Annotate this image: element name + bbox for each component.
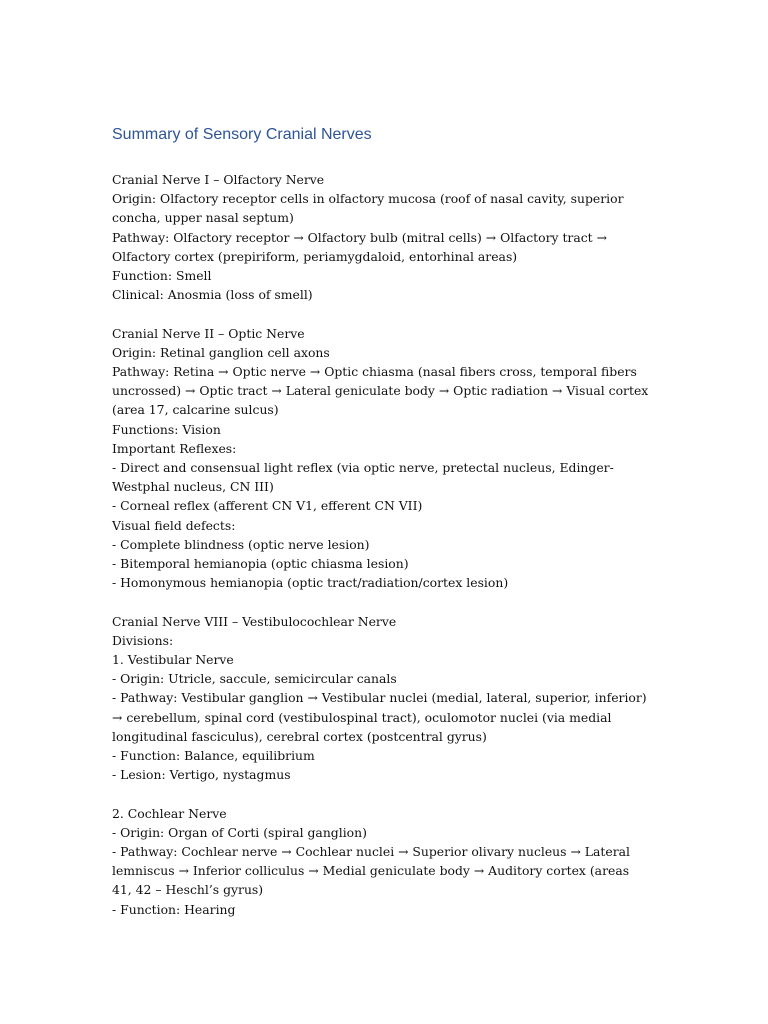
- text-line: - Origin: Organ of Corti (spiral ganglion): [112, 824, 367, 840]
- text-line: - Direct and consensual light reflex (via optic nerve, pretectal nucleus, Edinger-Westphal nucleus, CN III): [112, 460, 614, 495]
- text-line: - Origin: Utricle, saccule, semicircular canals: [112, 671, 397, 687]
- text-line: 1. Vestibular Nerve: [112, 652, 234, 668]
- text-line: - Lesion: Vertigo, nystagmus: [112, 767, 291, 783]
- text-line: - Bitemporal hemianopia (optic chiasma lesion): [112, 556, 409, 572]
- text-line: - Function: Hearing: [112, 901, 236, 917]
- paragraph-gap: [112, 784, 652, 803]
- text-line: - Function: Balance, equilibrium: [112, 748, 315, 764]
- text-line: - Corneal reflex (afferent CN V1, efferent CN VII): [112, 498, 423, 514]
- text-line: Pathway: Retina → Optic nerve → Optic chiasma (nasal fibers cross, temporal fibers uncrossed) → Optic tract → Lateral geniculate body → Optic radiation → Visual cortex (area 17, calcarine sulcus): [112, 364, 649, 418]
- text-line: Origin: Retinal ganglion cell axons: [112, 344, 330, 360]
- text-line: Clinical: Anosmia (loss of smell): [112, 287, 313, 303]
- paragraph-gap: [112, 304, 652, 323]
- section-heading: 2. Cochlear Nerve: [112, 805, 227, 821]
- section-optic-nerve: [112, 324, 652, 593]
- document-title: Summary of Sensory Cranial Nerves: [112, 126, 372, 143]
- section-vestibulocochlear-nerve: [112, 612, 652, 785]
- text-line: Divisions:: [112, 632, 174, 648]
- document-page: [112, 124, 652, 919]
- text-line: - Pathway: Vestibular ganglion → Vestibular nuclei (medial, lateral, superior, inferior) → cerebellum, spinal cord (vestibulospinal tract), oculomotor nuclei (via medial longitudinal fasciculus), cerebral cortex (postcentral gyrus): [112, 690, 647, 744]
- text-line: - Homonymous hemianopia (optic tract/radiation/cortex lesion): [112, 575, 509, 591]
- section-heading: Cranial Nerve VIII – Vestibulocochlear Nerve: [112, 613, 397, 629]
- text-line: Origin: Olfactory receptor cells in olfactory mucosa (roof of nasal cavity, superior concha, upper nasal septum): [112, 191, 624, 226]
- text-line: - Pathway: Cochlear nerve → Cochlear nuclei → Superior olivary nucleus → Lateral lemniscus → Inferior colliculus → Medial geniculate body → Auditory cortex (areas 41, 42 – Heschl’s gyrus): [112, 844, 630, 898]
- text-line: Functions: Vision: [112, 421, 221, 437]
- section-olfactory-nerve: [112, 170, 652, 304]
- text-line: - Complete blindness (optic nerve lesion): [112, 536, 370, 552]
- text-line: Important Reflexes:: [112, 440, 237, 456]
- text-line: Pathway: Olfactory receptor → Olfactory bulb (mitral cells) → Olfactory tract → Olfactory cortex (prepiriform, periamygdaloid, entorhinal areas): [112, 229, 607, 264]
- text-line: Visual field defects:: [112, 517, 236, 533]
- section-cochlear-nerve: [112, 804, 652, 919]
- section-heading: Cranial Nerve I – Olfactory Nerve: [112, 172, 325, 187]
- section-heading: Cranial Nerve II – Optic Nerve: [112, 325, 305, 341]
- text-line: Function: Smell: [112, 268, 212, 284]
- paragraph-gap: [112, 592, 652, 611]
